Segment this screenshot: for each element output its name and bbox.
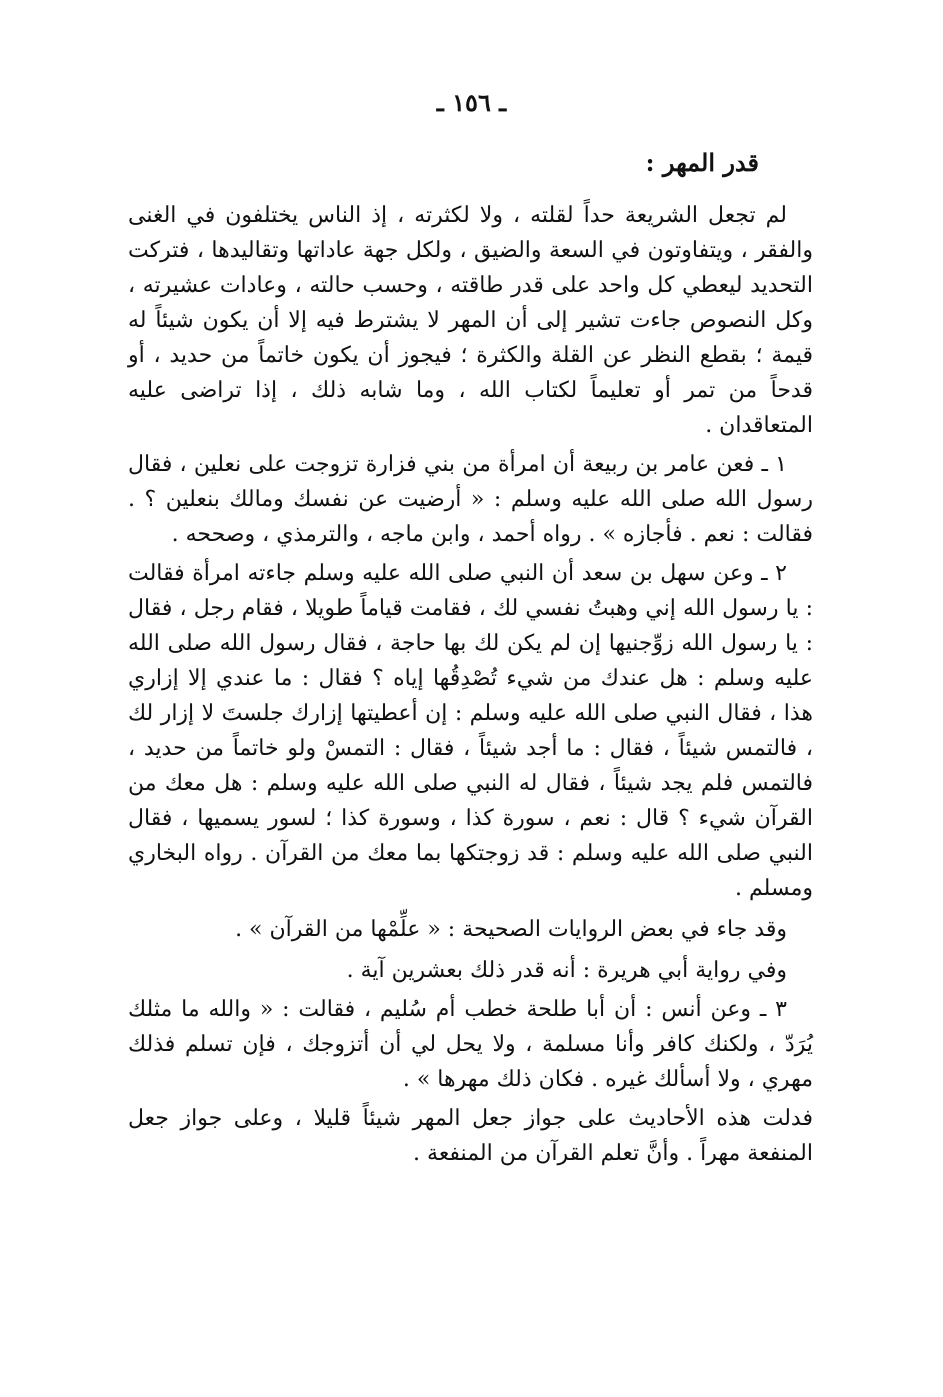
paragraph-conclusion: فدلت هذه الأحاديث على جواز جعل المهر شيئاً قليلا ، وعلى جواز جعل المنفعة مهراً . وأنَّ تعلم القرآن من المنفعة . — [128, 1106, 813, 1166]
page-number: ـ ١٥٦ ـ — [436, 88, 507, 117]
paragraph-intro: لم تجعل الشريعة حداً لقلته ، ولا لكثرته ، إذ الناس يختلفون في الغنى والفقر ، ويتفاوتون في السعة والضيق ، ولكل جهة عاداتها وتقاليدها ، فتركت التحديد ليعطي كل واحد على قدر طاقته ، وحسب حالته ، وعادات عشيرته ، وكل النصوص جاءت تشير إلى أن المهر لا يشترط فيه إلا أن يكون شيئاً له قيمة ؛ بقطع النظر عن القلة والكثرة ؛ فيجوز أن يكون خاتماً من حديد ، أو قدحاً من تمر أو تعليماً لكتاب الله ، وما شابه ذلك ، إذا تراضى عليه المتعاقدان . — [128, 203, 813, 438]
section-heading: قدر المهر : — [645, 148, 759, 177]
paragraph-hadith-2: ٢ ـ وعن سهل بن سعد أن النبي صلى الله عليه وسلم جاءته امرأة فقالت : يا رسول الله إني وهبتُ نفسي لك ، فقامت قياماً طويلا ، فقام رجل ، فقال : يا رسول الله زوِّجنيها إن لم يكن لك بها حاجة ، فقال رسول الله صلى الله عليه وسلم : هل عندك من شيء تُصْدِقُها إياه ؟ فقال : ما عندي إلا إزاري هذا ، فقال النبي صلى الله عليه وسلم : إن أعطيتها إزارك جلستَ لا إزار لك ، فالتمس شيئاً ، فقال : ما أجد شيئاً ، فقال : التمسْ ولو خاتماً من حديد ، فالتمس فلم يجد شيئاً ، فقال له النبي صلى الله عليه وسلم : هل معك من القرآن شيء ؟ قال : نعم ، سورة كذا ، وسورة كذا ؛ لسور يسميها ، فقال النبي صلى الله عليه وسلم : قد زوجتكها بما معك من القرآن . رواه البخاري ومسلم . — [128, 561, 814, 901]
paragraph-hadith-3: ٣ ـ وعن أنس : أن أبا طلحة خطب أم سُليم ، فقالت : « والله ما مثلك يُرَدّ ، ولكنك كافر وأنا مسلمة ، ولا يحل لي أن أتزوجك ، فإن تسلم فذلك مهري ، ولا أسألك غيره . فكان ذلك مهرها » . — [128, 997, 813, 1092]
paragraph-narration-note: وقد جاء في بعض الروايات الصحيحة : « علِّمْها من القرآن » . — [235, 917, 787, 942]
body-text — [128, 198, 813, 1171]
paragraph-hadith-1: ١ ـ فعن عامر بن ربيعة أن امرأة من بني فزارة تزوجت على نعلين ، فقال رسول الله صلى الله عليه وسلم : « أرضيت عن نفسك ومالك بنعلين ؟ . فقالت : نعم . فأجازه » . رواه أحمد ، وابن ماجه ، والترمذي ، وصححه . — [128, 452, 813, 547]
paragraph-abu-hurayra: وفي رواية أبي هريرة : أنه قدر ذلك بعشرين آية . — [346, 958, 787, 983]
